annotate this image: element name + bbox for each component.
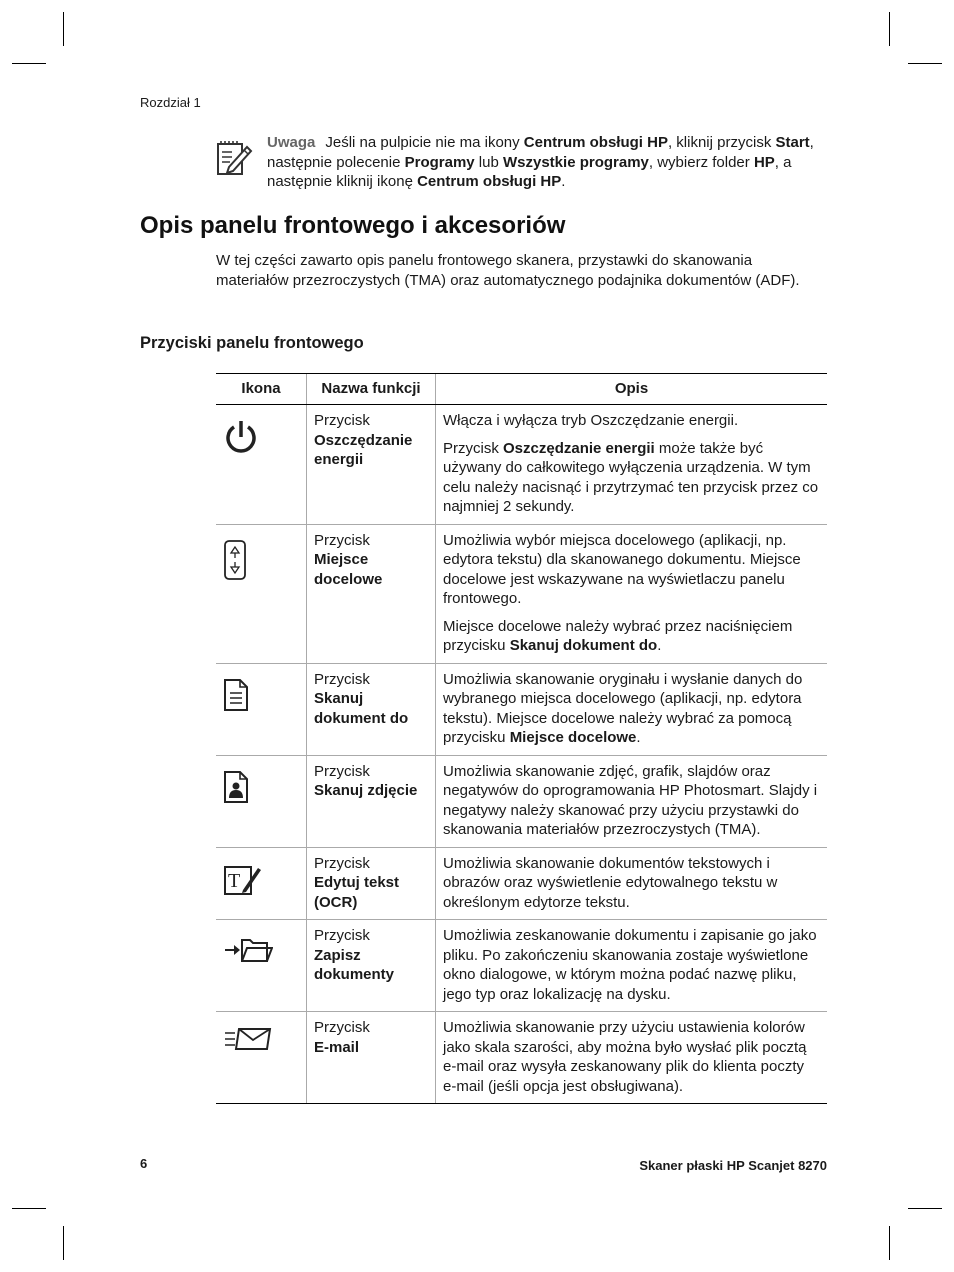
function-name-cell (307, 755, 436, 847)
table-row (216, 663, 827, 755)
description-paragraph (443, 439, 820, 517)
table-header-row (216, 374, 827, 405)
function-prefix: Przycisk (314, 854, 370, 872)
description-text: może także być używany do całkowitego wyłączenia urządzenia. W tym celu należy nacisnąć i przytrzymać ten przycisk przez co najmniej 2 sekundy. (443, 439, 819, 515)
crop-mark (908, 63, 942, 64)
description-paragraph (443, 617, 820, 656)
photo-document-icon (223, 770, 299, 804)
column-header-icon: Ikona (216, 374, 307, 405)
save-to-folder-icon (223, 934, 299, 964)
note-text-run: , a następnie kliknij ikonę (267, 153, 792, 190)
icon-cell (216, 920, 307, 1012)
note-pencil-icon (215, 137, 253, 177)
description-text: Włącza i wyłącza tryb Oszczędzanie energii. (443, 412, 739, 429)
description-paragraph (443, 531, 820, 609)
note-text-run: , wybierz folder (648, 153, 754, 171)
description-text: Przycisk (443, 439, 503, 457)
subsection-title: Przyciski panelu frontowego (140, 334, 364, 352)
table-row (216, 405, 827, 525)
crop-mark (12, 1208, 46, 1209)
description-paragraph (443, 762, 820, 840)
function-name-cell (307, 663, 436, 755)
description-paragraph (443, 670, 820, 748)
description-cell (436, 755, 828, 847)
function-name: Skanuj dokument do (314, 690, 409, 727)
icon-cell (216, 663, 307, 755)
function-prefix: Przycisk (314, 412, 370, 429)
note-text-run: , następnie polecenie (267, 134, 814, 171)
note-bold-text: HP (753, 153, 775, 171)
description-text: Umożliwia skanowanie oryginału i wysłanie danych do wybranego miejsca docelowego (aplikacji, np. edytora tekstu). Miejsce docelowe należy wybrać za pomocą przycisku (443, 670, 803, 746)
crop-mark (889, 1226, 890, 1260)
icon-cell (216, 755, 307, 847)
function-name-cell (307, 920, 436, 1012)
description-cell (436, 1012, 828, 1104)
description-text: Umożliwia zeskanowanie dokumentu i zapisanie go jako pliku. Po zakończeniu skanowania zostaje wyświetlone okno dialogowe, w którym można podać nazwę pliku, jego typ oraz lokalizację na dysku. (443, 927, 817, 1003)
function-prefix: Przycisk (314, 1019, 370, 1036)
description-cell (436, 663, 828, 755)
table-row (216, 847, 827, 920)
table-row (216, 920, 827, 1012)
note-bold-text: Programy (404, 153, 475, 171)
description-cell (436, 847, 828, 920)
crop-mark (889, 12, 890, 46)
note-bold-text: Centrum obsługi HP (417, 173, 562, 190)
note-text-run: . (561, 173, 566, 190)
description-cell (436, 920, 828, 1012)
document-icon (223, 678, 299, 712)
table-row (216, 524, 827, 663)
table-row (216, 755, 827, 847)
note-bold-text: Start (775, 134, 810, 151)
description-cell (436, 524, 828, 663)
note-bold-text: Centrum obsługi HP (523, 134, 668, 151)
up-down-arrows-icon (223, 539, 299, 581)
description-paragraph (443, 1018, 820, 1096)
description-text: Umożliwia skanowanie zdjęć, grafik, slajdów oraz negatywów do oprogramowania HP Photosmart. Slajdy i negatywy należy skanować przy użyciu przystawki do skanowania materiałów przezroczystych (TMA). (443, 762, 818, 838)
section-intro: W tej części zawarto opis panelu frontowego skanera, przystawki do skanowania materiałów przezroczystych (TMA) oraz automatycznego podajnika dokumentów (ADF). (216, 252, 800, 289)
description-paragraph (443, 854, 820, 913)
function-name: Skanuj zdjęcie (314, 782, 418, 799)
function-name: Oszczędzanie energii (314, 431, 413, 468)
description-bold-text: Skanuj dokument do (509, 637, 658, 654)
function-name: Miejsce docelowe (314, 551, 383, 588)
icon-cell (216, 405, 307, 525)
function-name-cell (307, 524, 436, 663)
description-text: Umożliwia skanowanie przy użyciu ustawienia kolorów jako skala szarości, aby można było wysłać plik pocztą e-mail oraz wysyła zeskanowany plik do klienta poczty e-mail (jeśli opcja jest obsługiwana). (443, 1019, 807, 1095)
function-prefix: Przycisk (314, 670, 370, 688)
function-name-cell (307, 405, 436, 525)
column-header-name: Nazwa funkcji (307, 374, 436, 405)
note-text-run: Jeśli na pulpicie nie ma ikony (325, 134, 524, 151)
crop-mark (63, 1226, 64, 1260)
description-text: . (657, 637, 662, 654)
note-text-run: , kliknij przycisk (667, 134, 776, 151)
email-icon (223, 1026, 299, 1052)
chapter-header: Rozdział 1 (140, 95, 201, 110)
description-paragraph (443, 926, 820, 1004)
note-label: Uwaga (267, 134, 316, 151)
note-bold-text: Wszystkie programy (503, 153, 649, 171)
description-text: Umożliwia skanowanie dokumentów tekstowych i obrazów oraz wyświetlenie edytowalnego tekstu w określonym edytorze tekstu. (443, 854, 778, 911)
description-cell (436, 405, 828, 525)
description-text: . (636, 729, 641, 746)
description-paragraph (443, 411, 820, 431)
icon-cell (216, 1012, 307, 1104)
function-name: Zapisz dokumenty (314, 946, 395, 983)
description-text: Miejsce docelowe należy wybrać przez naciśnięciem przycisku (443, 617, 793, 654)
column-header-description: Opis (436, 374, 828, 405)
function-name-cell (307, 1012, 436, 1104)
buttons-table (216, 373, 827, 1104)
edit-text-icon (223, 862, 299, 896)
crop-mark (12, 63, 46, 64)
crop-mark (63, 12, 64, 46)
description-bold-text: Miejsce docelowe (509, 729, 637, 746)
function-prefix: Przycisk (314, 927, 370, 944)
function-name-cell (307, 847, 436, 920)
function-prefix: Przycisk (314, 531, 370, 549)
description-text: Umożliwia wybór miejsca docelowego (aplikacji, np. edytora tekstu) dla skanowanego dokumentu. Miejsce docelowe jest wskazywane na wyświetlaczu panelu frontowego. (443, 531, 801, 607)
page-number: 6 (140, 1156, 148, 1171)
footer-product-title: Skaner płaski HP Scanjet 8270 (639, 1158, 827, 1173)
note-text (267, 133, 835, 192)
function-name: Edytuj tekst (OCR) (314, 874, 400, 911)
note-body (267, 134, 814, 190)
icon-cell (216, 847, 307, 920)
description-bold-text: Oszczędzanie energii (503, 439, 655, 457)
crop-mark (908, 1208, 942, 1209)
note-box (215, 133, 835, 192)
function-name: E-mail (314, 1038, 360, 1056)
svg-text:T: T (228, 869, 241, 892)
power-icon (223, 419, 299, 455)
note-text-run: lub (474, 153, 503, 171)
section-title: Opis panelu frontowego i akcesoriów (140, 212, 566, 239)
function-prefix: Przycisk (314, 762, 370, 780)
table-row (216, 1012, 827, 1104)
icon-cell (216, 524, 307, 663)
